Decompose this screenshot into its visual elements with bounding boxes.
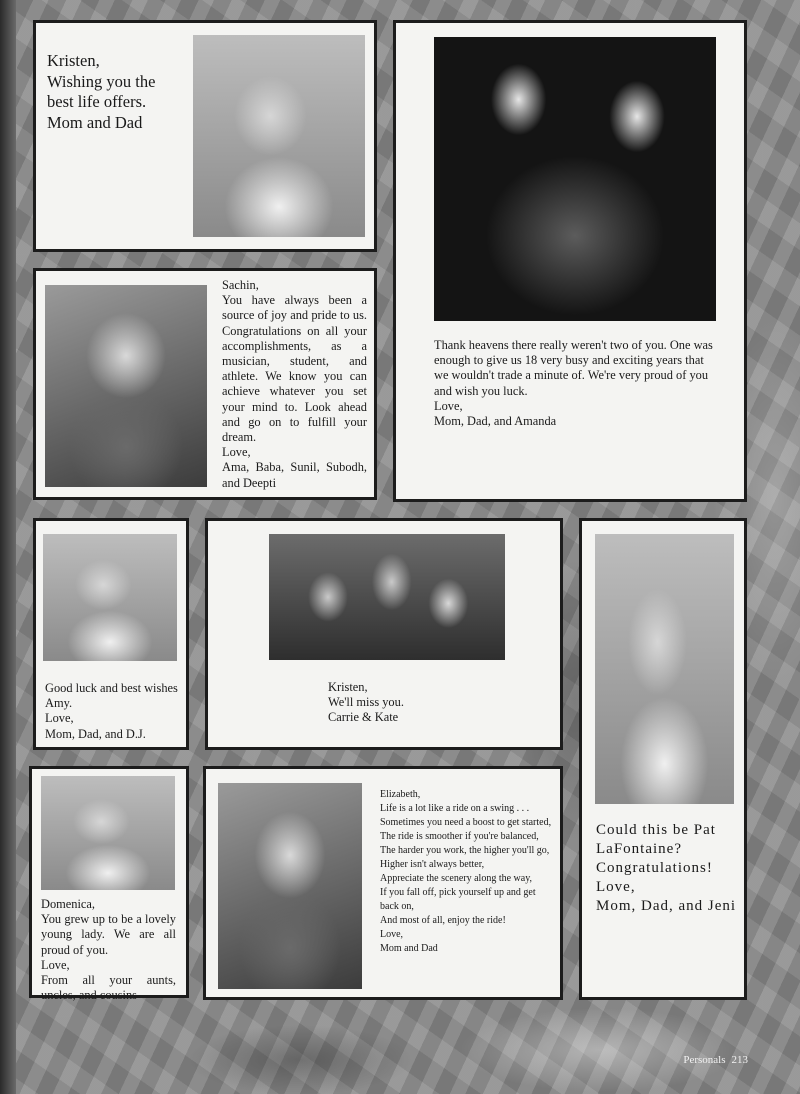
ad-text: Elizabeth, Life is a lot like a ride on a swing . . . Sometimes you need a boost to get started, The ride is smoother if you're balanced, The harder you work, the higher you'll go, Higher isn't always better, Appreciate the scenery along the way, If you fall off, pick yourself up and get back on, And most of all, enjoy the ride! Love, Mom and Dad [380,789,552,954]
photo-two-boys-striped-shirts [434,37,716,321]
ad-text: Domenica, You grew up to be a lovely young lady. We are all proud of you. Love, From all your aunts, uncles, and cousins [41,897,176,1003]
section-label: Personals [683,1054,726,1066]
photo-baby-portrait [41,776,175,890]
ad-text: Kristen, Wishing you the best life offers. Mom and Dad [47,51,156,132]
ad-text: Sachin, You have always been a source of joy and pride to us. Congratulations on all your accomplishments, as a musician, student, and athlete. We know you can achieve whatever you set your mind to. Look ahead and go on to fulfill your dream. Love, Ama, Baba, Sunil, Subodh, and Deepti [222,278,367,490]
photo-girl-on-swing [218,783,362,989]
ad-text: Kristen, We'll miss you. Carrie & Kate [328,680,404,725]
ad-domenica [29,766,189,1003]
photo-three-children-bath [269,534,505,660]
photo-smiling-toddler [45,285,207,487]
photo-girl-with-sun-hat [193,35,365,237]
page-footer [677,1054,748,1066]
ad-kristen-carrie-kate [205,518,563,750]
ad-kristen-mom-dad [33,20,377,252]
ad-twins [393,20,747,502]
ad-text: Thank heavens there really weren't two of you. One was enough to give us 18 very busy and exciting years that we wouldn't trade a minute of. We're very proud of you and wish you luck. Love, Mom, Dad, and Amanda [434,338,713,429]
photo-baby-plaid-shirt [43,534,177,661]
book-spine-shadow [0,0,16,1094]
photo-boy-hockey-goalie [595,534,734,804]
page-number: 213 [731,1054,748,1066]
ad-sachin [33,268,377,500]
ad-amy [33,518,189,750]
ad-text: Could this be Pat LaFontaine? Congratulations! Love, Mom, Dad, and Jeni [596,822,737,914]
ad-elizabeth [203,766,563,1000]
ad-text: Good luck and best wishes Amy. Love, Mom, Dad, and D.J. [45,681,178,741]
ad-pat [579,518,747,1000]
